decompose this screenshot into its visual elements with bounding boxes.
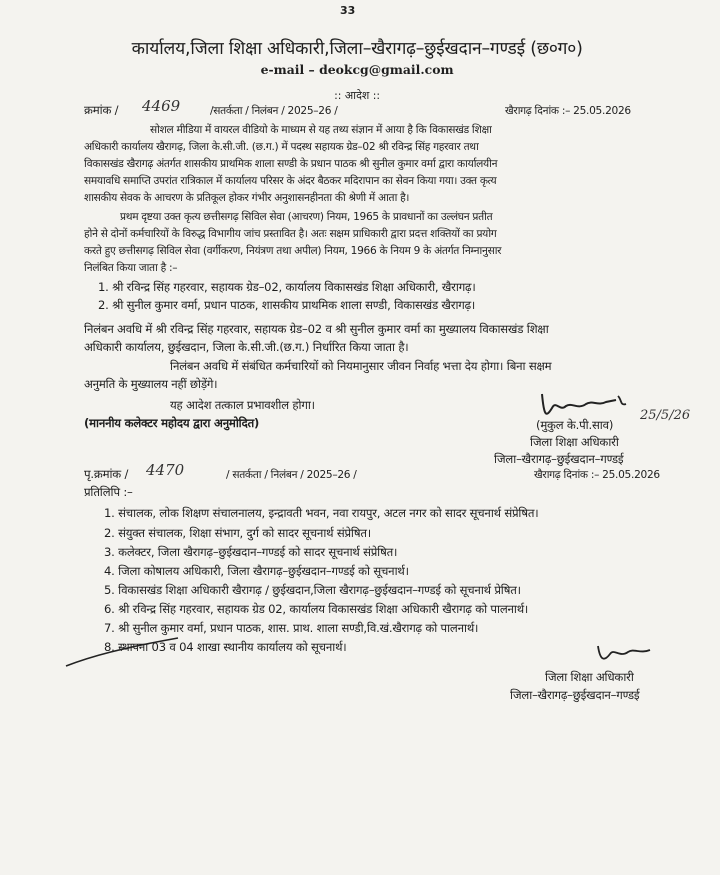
list-item: 5. विकासखंड शिक्षा अधिकारी खैरागढ़ / छुईखदान,जिला खैरागढ़–छुईखदान–गण्डई को सूचनार्थ प्रेषित। <box>104 583 521 597</box>
list-item: 2. श्री सुनील कुमार वर्मा, प्रधान पाठक, शासकीय प्राथमिक शाला सण्डी, विकासखंड खैरागढ़। <box>98 298 476 312</box>
list-item: 1. श्री रविन्द्र सिंह गहरवार, सहायक ग्रेड–02, कार्यालय विकासखंड शिक्षा अधिकारी, खैरागढ़। <box>98 280 476 294</box>
office-title: कार्यालय,जिला शिक्षा अधिकारी,जिला–खैरागढ़–छुईखदान–गण्डई (छ०ग०) <box>131 39 583 59</box>
signatory-name: (मुकुल के.पी.साव) <box>536 418 614 432</box>
para-line: निलंबित किया जाता है :– <box>84 262 178 274</box>
list-item: 4. जिला कोषालय अधिकारी, जिला खैरागढ़–छुईखदान–गण्डई को सूचनार्थ। <box>104 564 409 578</box>
footer-district: जिला–खैरागढ़–छुईखदान–गण्डई <box>510 688 640 702</box>
ref2-section: / सतर्कता / निलंबन / 2025–26 / <box>226 469 357 481</box>
page-number: 33 <box>340 4 356 17</box>
para-line: विकासखंड खैरागढ़ अंतर्गत शासकीय प्राथमिक शाला सण्डी के प्रधान पाठक श्री सुनील कुमार वर्मा द्वारा कार्यालयीन <box>84 158 498 170</box>
signatory-designation: जिला शिक्षा अधिकारी <box>530 435 619 449</box>
ref2-kramank-label: पृ.क्रमांक / <box>84 467 129 481</box>
para-line: प्रथम दृष्टया उक्त कृत्य छत्तीसगढ़ सिविल सेवा (आचरण) नियम, 1965 के प्रावधानों का उल्लंघन प्रतीत <box>120 211 493 223</box>
signatory-date: खैरागढ़ दिनांक :– 25.05.2026 <box>534 469 660 481</box>
list-item: 2. संयुक्त संचालक, शिक्षा संभाग, दुर्ग को सादर सूचनार्थ संप्रेषित। <box>104 526 371 540</box>
list-item: 3. कलेक्टर, जिला खैरागढ़–छुईखदान–गण्डई को सादर सूचनार्थ संप्रेषित। <box>104 545 398 559</box>
para-line: निलंबन अवधि में श्री रविन्द्र सिंह गहरवार, सहायक ग्रेड–02 व श्री सुनील कुमार वर्मा का मुख्यालय विकासखंड शिक्षा <box>84 322 549 336</box>
ref-date: खैरागढ़ दिनांक :– 25.05.2026 <box>505 105 631 117</box>
office-email: e-mail – deokcg@gmail.com <box>260 62 454 77</box>
signature-mark <box>594 640 654 666</box>
para-line: अधिकारी कार्यालय खैरागढ़, जिला के.सी.जी. (छ.ग.) में पदस्थ सहायक ग्रेड–02 श्री रविन्द्र सिंह गहरवार तथा <box>84 141 479 153</box>
footer-designation: जिला शिक्षा अधिकारी <box>545 670 634 684</box>
ref-section: /सतर्कता / निलंबन / 2025–26 / <box>210 105 338 117</box>
effective-statement: यह आदेश तत्काल प्रभावशील होगा। <box>170 398 315 412</box>
para-line: निलंबन अवधि में संबंधित कर्मचारियों को नियमानुसार जीवन निर्वाह भत्ता देय होगा। बिना सक्षम <box>170 359 552 373</box>
copy-label: प्रतिलिपि :– <box>84 485 133 499</box>
list-item: 7. श्री सुनील कुमार वर्मा, प्रधान पाठक, शास. प्राथ. शाला सण्डी,वि.खं.खैरागढ़ को पालनार्थ। <box>104 621 479 635</box>
signature-date: 25/5/26 <box>640 408 691 423</box>
ref-kramank-number: 4469 <box>142 97 181 115</box>
para-line: अधिकारी कार्यालय, छुईखदान, जिला के.सी.जी.(छ.ग.) निर्धारित किया जाता है। <box>84 340 409 354</box>
signatory-district: जिला–खैरागढ़–छुईखदान–गण्डई <box>494 452 624 466</box>
list-item: 6. श्री रविन्द्र सिंह गहरवार, सहायक ग्रेड 02, कार्यालय विकासखंड शिक्षा अधिकारी खैरागढ़ को पालनार्थ। <box>104 602 529 616</box>
para-line: अनुमति के मुख्यालय नहीं छोड़ेंगे। <box>84 377 218 391</box>
approval-note: (माननीय कलेक्टर महोदय द्वारा अनुमोदित) <box>84 416 260 430</box>
para-line: होने से दोनों कर्मचारियों के विरुद्ध विभागीय जांच प्रस्तावित है। अतः सक्षम प्राधिकारी द्वारा प्रदत्त शक्तियों का प्रयोग <box>84 228 497 240</box>
ref2-kramank-number: 4470 <box>146 461 185 479</box>
list-item: 1. संचालक, लोक शिक्षण संचालनालय, इन्द्रावती भवन, नवा रायपुर, अटल नगर को सादर सूचनार्थ संप्रेषित। <box>104 506 539 520</box>
list-item: 8. स्थापना 03 व 04 शाखा स्थानीय कार्यालय को सूचनार्थ। <box>104 640 347 654</box>
para-line: करते हुए छत्तीसगढ़ सिविल सेवा (वर्गीकरण, नियंत्रण तथा अपील) नियम, 1966 के नियम 9 के अंतर्गत निम्नानुसार <box>84 245 502 257</box>
para-line: शासकीय सेवक के आचरण के प्रतिकूल होकर गंभीर अनुशासनहीनता की श्रेणी में आता है। <box>84 192 410 204</box>
para-line: सोशल मीडिया में वायरल वीडियो के माध्यम से यह तथ्य संज्ञान में आया है कि विकासखंड शिक्षा <box>150 124 492 136</box>
para-line: समयावधि समाप्ति उपरांत रात्रिकाल में कार्यालय परिसर के अंदर बैठकर मदिरापान का सेवन किया गया। उक्त कृत्य <box>84 175 497 187</box>
ref-kramank-label: क्रमांक / <box>84 103 119 117</box>
handwritten-mark <box>62 632 182 672</box>
order-heading: :: आदेश :: <box>334 89 381 102</box>
